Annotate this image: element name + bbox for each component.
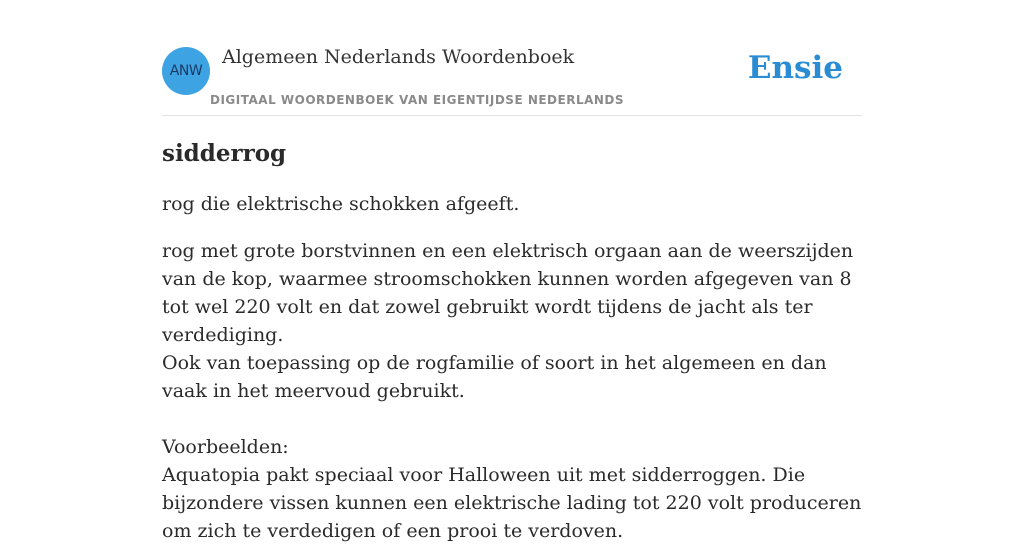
ensie-brand-logo[interactable]: Ensie <box>747 50 843 86</box>
examples-label: Voorbeelden: <box>162 436 289 458</box>
usage-note: Ook van toepassing op de rogfamilie of soort in het algemeen en dan vaak in het meervoud gebruikt. <box>162 352 827 402</box>
example-sentence: Aquatopia pakt speciaal voor Halloween uit met sidderroggen. Die bijzondere vissen kunnen een elektrische lading tot 220 volt produceren om zich te verdedigen of een prooi te verdoven. <box>162 464 862 542</box>
site-title[interactable]: Algemeen Nederlands Woordenboek <box>222 46 575 68</box>
entry-content <box>162 138 862 545</box>
spacer <box>162 405 862 433</box>
site-subtitle: DIGITAAL WOORDENBOEK VAN EIGENTIJDSE NEDERLANDS <box>210 93 625 107</box>
anw-logo[interactable] <box>162 47 210 95</box>
long-definition-block <box>162 237 862 545</box>
short-definition: rog die elektrische schokken afgeeft. <box>162 193 520 215</box>
long-definition: rog met grote borstvinnen en een elektrisch orgaan aan de weerszijden van de kop, waarmee stroomschokken kunnen worden afgegeven van 8 tot wel 220 volt en dat zowel gebruikt wordt tijdens de jacht als ter verdediging. <box>162 240 854 346</box>
logo-text: ANW <box>169 63 203 79</box>
headword: sidderrog <box>162 140 287 167</box>
site-header <box>162 46 862 116</box>
